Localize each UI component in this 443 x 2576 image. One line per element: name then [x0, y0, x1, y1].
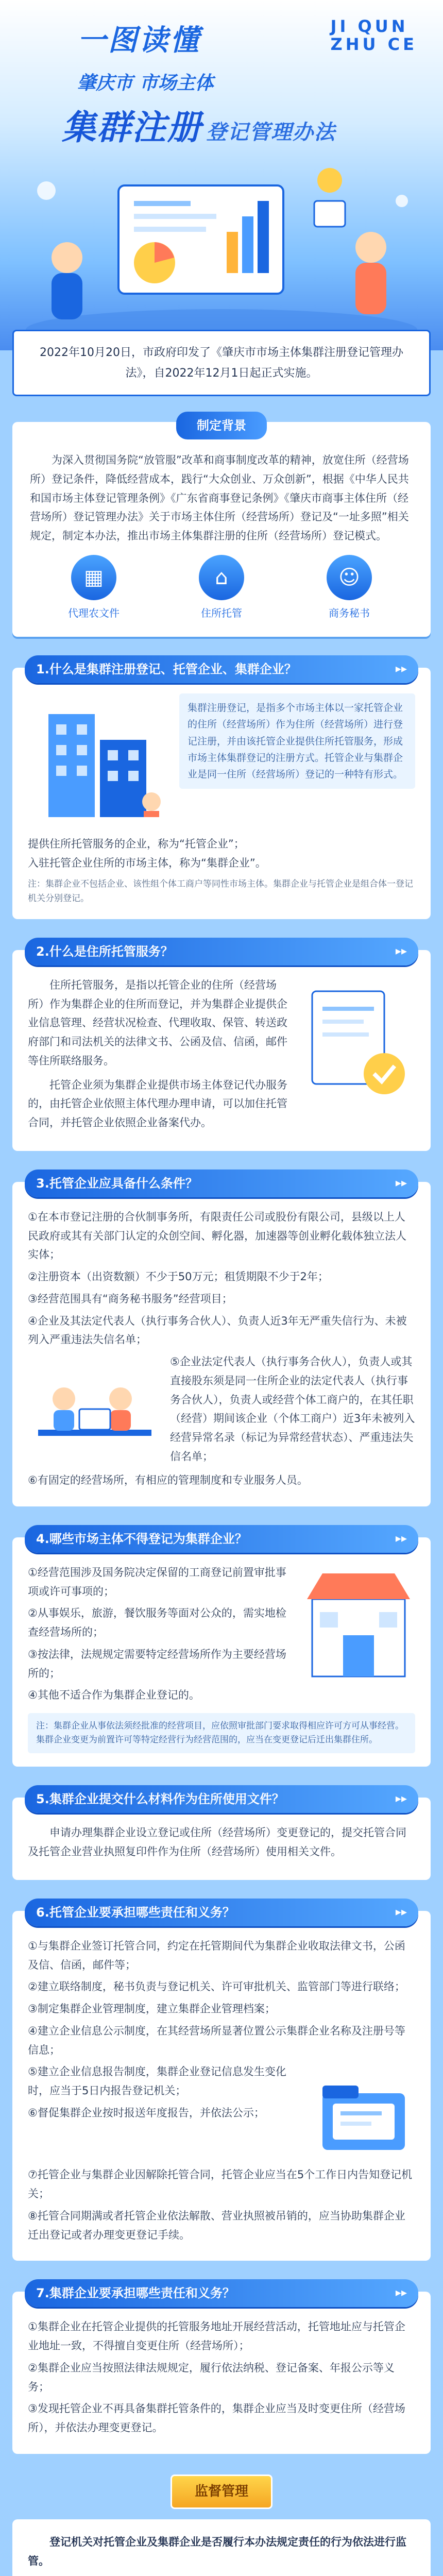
hero-illustration: [0, 144, 443, 350]
list-item: ⑤企业法定代表人（执行事务合伙人），负责人或其直接股东须是同一住所企业的法定代表人（执行事务合伙人），负责人或经营个体工商户的，在其任职（经营）期间该企业（个体工商户）近3年未被列入经营异常名录（标记为异常经营状态）、严重违法失信名单；: [170, 1355, 415, 1463]
section-4-content: [28, 1563, 415, 1708]
section-2-text: [28, 976, 288, 1138]
list-item: ①集群企业在托管企业提供的托管服务地址开展经营活动，托管地址应与托管企业地址一致，不得擅自变更住所（经营场所）；: [28, 2320, 405, 2352]
background-paragraph: 为深入贯彻国务院“放管服”改革和商事制度改革的精神，放宽住所（经营场所）登记条件，降低经营成本，践行“大众创业、万众创新”，根据《中华人民共和国市场主体登记管理条例》《广东省商事登记条例》《肇庆市商事主体住所（经营场所）登记管理办法》关于市场主体住所（经营场所）登记及“一址多照”相关规定，制定本办法，推出市场主体集群注册的住所（经营场所）登记模式。: [30, 454, 409, 543]
background-icon-label: 代理农文件: [68, 606, 120, 619]
section-2-content: [28, 976, 415, 1138]
folder-illustration: [312, 2062, 415, 2165]
office-building-illustration: [28, 693, 172, 827]
section-4: [12, 1531, 431, 1767]
chevron-right-icon: ▸▸: [395, 662, 407, 675]
background-icon-item: [53, 555, 135, 622]
background-icon-item: [180, 555, 263, 622]
list-item: ③制定集群企业管理制度，建立集群企业管理档案；: [28, 2003, 276, 2015]
chevron-right-icon: ▸▸: [395, 944, 407, 958]
supervision-panel: [12, 2519, 431, 2576]
intro-box: [12, 330, 431, 396]
section-2-title: 2.什么是住所托管服务？: [36, 944, 173, 959]
section-3: [12, 1176, 431, 1506]
hero-subtitle-tail: 登记管理办法: [206, 121, 336, 144]
list-item: ③经营范围具有“商务秘书服务”经营项目；: [28, 1292, 233, 1305]
section-1-para2: 入驻托管企业住所的市场主体，称为“集群企业”。: [28, 856, 266, 869]
chevron-right-icon: ▸▸: [395, 2286, 407, 2300]
list-item: ③发现托管企业不再具备集群托管条件的，集群企业应当及时变更住所（经营场所），并依法办理变更登记。: [28, 2402, 405, 2434]
list-item: ④企业及其法定代表人（执行事务合伙人）、负责人近3年无严重失信行为、未被列入严重违法失信名单；: [28, 1314, 407, 1346]
documents-illustration: [297, 976, 415, 1110]
list-item: ④其他不适合作为集群企业登记的。: [28, 1689, 200, 1702]
person-icon: ☺: [327, 555, 372, 600]
section-1: [12, 662, 431, 919]
section-1-definition: [28, 693, 415, 827]
section-6-row: [28, 2062, 415, 2165]
section-7-header: [25, 2279, 418, 2307]
hero-top-title: 一图读懂: [77, 15, 201, 66]
list-item: ⑥督促集群企业按时报送年度报告，并依法公示；: [28, 2106, 265, 2119]
background-icon-label: 商务秘书: [329, 606, 370, 619]
building-icon: ▦: [71, 555, 116, 600]
section-2: [12, 944, 431, 1151]
chevron-right-icon: ▸▸: [395, 1905, 407, 1919]
section-3-row: [28, 1352, 415, 1471]
section-5-text: 申请办理集群企业设立登记或住所（经营场所）变更登记的，提交托管合同及托管企业营业执照复印件作为住所（经营场所）使用相关文件。: [28, 1826, 406, 1858]
section-6: [12, 1905, 431, 2261]
store-illustration: [302, 1563, 415, 1687]
list-item: ②建立联络制度，秘书负责与登记机关、许可审批机关、监管部门等进行联络；: [28, 1980, 405, 1993]
list-item: ②注册资本（出资数额）不少于50万元；租赁期限不少于2年；: [28, 1270, 329, 1283]
section-4-title: 4.哪些市场主体不得登记为集群企业？: [36, 1531, 247, 1546]
section-1-note: 注：集群企业不包括企业、该性组个体工商户等同性市场主体。集群企业与托管企业是组合体一登记机关分别登记。: [28, 879, 413, 904]
section-1-title: 1.什么是集群注册登记、托管企业、集群企业？: [36, 662, 297, 676]
supervision-para1: 登记机关对托管企业及集群企业是否履行本办法规定责任的行为依法进行监管。: [28, 2536, 406, 2568]
section-6-title: 6.托管企业要承担哪些责任和义务？: [36, 1905, 235, 1920]
home-icon: ⌂: [199, 555, 244, 600]
section-1-para1: 提供住所托管服务的企业，称为“托管企业”；: [28, 837, 245, 850]
intro-text: 2022年10月20日，市政府印发了《肇庆市市场主体集群注册登记管理办法》，自2022年12月1日起正式实施。: [40, 346, 403, 380]
hero-pinyin: [331, 18, 417, 54]
section-1-definition-text: 集群注册登记，是指多个市场主体以一家托管企业的住所（经营场所）作为住所（经营场所）进行登记注册，并由该托管企业提供住所托管服务，形成市场主体集群登记的注册方式。托管企业与集群企业是同一住所（经营场所）登记的一种特有形式。: [179, 693, 415, 789]
section-7: [12, 2286, 431, 2454]
section-7-title: 7.集群企业要承担哪些责任和义务？: [36, 2286, 235, 2301]
list-item: ⑦托管企业与集群企业因解除托管合同，托管企业应当在5个工作日内告知登记机关；: [28, 2168, 413, 2200]
hero-subtitle-main: 集群注册: [62, 108, 202, 147]
hero-subtitle-city: 肇庆市 市场主体: [77, 73, 214, 94]
list-item: ②集群企业应当按照法律法规规定，履行依法纳税、登记备案、年报公示等义务；: [28, 2361, 395, 2393]
chevron-right-icon: ▸▸: [395, 1532, 407, 1545]
section-4-note: 注：集群企业从事依法须经批准的经营项目，应依照审批部门要求取得相应许可方可从事经营。集群企业变更为前置许可等特定经营行为经营范围的，应当在变更登记后迁出集群住所。: [28, 1713, 415, 1753]
list-item: ④建立企业信息公示制度，在其经营场所显著位置公示集群企业名称及注册号等信息；: [28, 2024, 405, 2056]
section-1-header: [25, 655, 418, 683]
list-item: ①在本市登记注册的合伙制事务所，有限责任公司或股份有限公司，县级以上人民政府或其有关部门认定的众创空间、孵化器，加速器等创业孵化载体独立法人实体；: [28, 1210, 406, 1261]
list-item: ⑥有固定的经营场所，有相应的管理制度和专业服务人员。: [28, 1474, 308, 1487]
list-item: ⑤建立企业信息报告制度，集群企业登记信息发生变化时，应当于5日内报告登记机关；: [28, 2065, 286, 2097]
supervision-title-wrap: [0, 2475, 443, 2510]
section-3-title: 3.托管企业应具备什么条件？: [36, 1176, 198, 1191]
chevron-right-icon: ▸▸: [395, 1176, 407, 1190]
background-icon-label: 住所托管: [201, 606, 242, 619]
list-item: ①经营范围涉及国务院决定保留的工商登记前置审批事项或许可事项的；: [28, 1566, 286, 1598]
hero-pinyin-line2: ZHU CE: [330, 35, 417, 55]
section-6-header: [25, 1899, 418, 1926]
section-3-header: [25, 1170, 418, 1197]
list-item: ⑧托管合同期满或者托管企业依法解散、营业执照被吊销的，应当协助集群企业迁出登记或者办理变更登记手续。: [28, 2209, 405, 2241]
team-meeting-illustration: [28, 1352, 162, 1471]
section-5: [12, 1792, 431, 1880]
background-panel: [12, 418, 431, 637]
section-5-title: 5.集群企业提交什么材料作为住所使用文件？: [36, 1792, 284, 1807]
section-2-para2: 托管企业须为集群企业提供市场主体登记代办服务的，由托管企业依照主体代理办理申请，可以加住托管合同，并托管企业依照企业备案代办。: [28, 1078, 287, 1129]
section-2-para1: 住所托管服务，是指以托管企业的住所（经营场所）作为集群企业的住所而登记，并为集群企业提供企业信息管理、经营状况检查、代理收取、保管、转送政府部门和司法机关的法律文书、公函及信、信函，邮件等住所联络服务。: [28, 978, 287, 1067]
section-5-header: [25, 1785, 418, 1813]
list-item: ③按法律，法规规定需要特定经营场所作为主要经营场所的；: [28, 1648, 286, 1680]
list-item: ①与集群企业签订托管合同，约定在托管期间代为集群企业收取法律文书，公函及信、信函，邮件等；: [28, 1939, 405, 1971]
chevron-right-icon: ▸▸: [395, 1792, 407, 1806]
hero-pinyin-line1: JI QUN: [330, 16, 408, 36]
background-icons: [30, 555, 413, 622]
list-item: ②从事娱乐，旅游，餐饮服务等面对公众的，需实地检查经营场所的；: [28, 1607, 286, 1639]
hero-banner: [0, 0, 443, 350]
section-4-header: [25, 1525, 418, 1553]
section-2-header: [25, 938, 418, 965]
background-icon-item: [308, 555, 390, 622]
supervision-title: 监督管理: [171, 2475, 272, 2510]
background-title: 制定背景: [176, 412, 267, 439]
